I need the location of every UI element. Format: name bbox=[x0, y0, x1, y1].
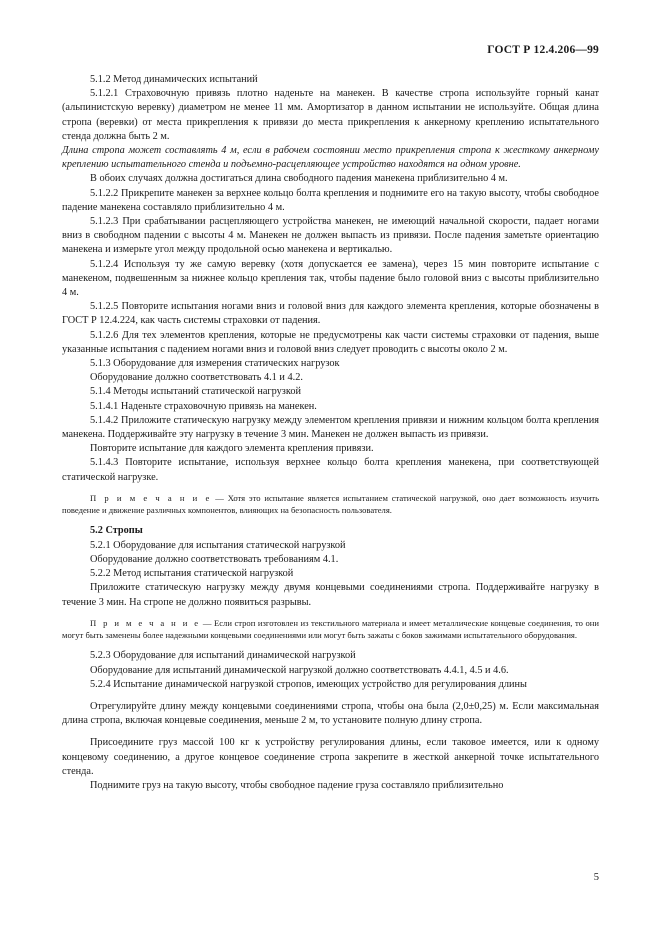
section-heading: 5.1.4 Методы испытаний статической нагрузкой bbox=[90, 386, 301, 398]
section-heading: 5.2.2 Метод испытания статической нагрузкой bbox=[90, 568, 294, 580]
page-number: 5 bbox=[593, 872, 599, 883]
document-header: ГОСТ Р 12.4.206—99 bbox=[487, 44, 599, 56]
paragraph: 5.1.2.4 Используя ту же самую веревку (хотя допускается ее замена), через 15 мин повторите испытание с манекеном, подвешенным за нижнее кольцо крепления так, чтобы падение было головой вниз с высоты приблизительно 4 м. bbox=[62, 258, 599, 299]
paragraph: 5.1.2.2 Прикрепите манекен за верхнее кольцо болта крепления и поднимите его на такую высоту, чтобы свободное падение манекена составляло приблизительно 4 м. bbox=[62, 187, 599, 213]
paragraph: Оборудование должно соответствовать 4.1 и 4.2. bbox=[90, 372, 303, 384]
page-body bbox=[62, 73, 599, 793]
section-title: 5.2 Стропы bbox=[90, 525, 143, 537]
section-heading: 5.1.2 Метод динамических испытаний bbox=[90, 74, 258, 85]
paragraph: 5.1.2.6 Для тех элементов крепления, которые не предусмотрены как части системы страховки от падения, выше указанные испытания с падением ногами вниз и головой вниз следует проводить с высоты около 2 м. bbox=[62, 329, 599, 355]
paragraph: Присоедините груз массой 100 кг к устройству регулирования длины, если таковое имеется, или к одному концевому соединению, а другое концевое соединение стропа закрепите в жесткой анкерной точке испытательного стенда. bbox=[62, 737, 599, 777]
paragraph: 5.1.4.1 Наденьте страховочную привязь на манекен. bbox=[90, 400, 317, 412]
section-heading: 5.2.4 Испытание динамической нагрузкой стропов, имеющих устройство для регулирования длины bbox=[90, 678, 527, 690]
paragraph: Оборудование должно соответствовать требованиям 4.1. bbox=[90, 553, 339, 565]
note-text: — Если строп изготовлен из текстильного материала и имеет металлические концевые соединения, то они могут быть заменены более надежными концевыми соединениями или могут быть зажаты с боков зажимами испытательного оборудования. bbox=[62, 617, 599, 640]
paragraph: 5.1.2.1 Страховочную привязь плотно наденьте на манекен. В качестве стропа используйте горный канат (альпинистскую веревку) диаметром не менее 11 мм. Амортизатор в данном испытании не используйте. Общая длина стропа (веревки) от места прикрепления к привязи до места прикрепления к анкерному креплению испытательного стенда должна быть 2 м. bbox=[62, 88, 599, 142]
note-text: — Хотя это испытание является испытанием статической нагрузкой, оно дает возможность изучить поведение и движение различных компонентов, влияющих на безопасность пользователя. bbox=[62, 492, 600, 515]
paragraph: Поднимите груз на такую высоту, чтобы свободное падение груза составляло приблизительно bbox=[90, 779, 504, 791]
paragraph: Отрегулируйте длину между концевыми соединениями стропа, чтобы она была (2,0±0,25) м. Если максимальная длина стропа, включая концевые соединения, меньше 2 м, то установите полную длину стропа. bbox=[62, 700, 599, 727]
paragraph-italic: Длина стропа может составлять 4 м, если в рабочем состоянии место прикрепления стропа к жесткому анкерному креплению испытательного стенда и подъемно-расцепляющее устройство находятся на одном уровне. bbox=[62, 145, 599, 171]
note bbox=[62, 493, 599, 517]
paragraph: Повторите испытание для каждого элемента крепления привязи. bbox=[90, 443, 374, 455]
paragraph: В обоих случаях должна достигаться длина свободного падения манекена приблизительно 4 м. bbox=[90, 173, 508, 185]
paragraph: Оборудование для испытаний динамической нагрузкой должно соответствовать 4.4.1, 4.5 и 4.6. bbox=[90, 664, 509, 676]
note-label: П р и м е ч а н и е bbox=[90, 617, 201, 628]
section-heading: 5.2.1 Оборудование для испытания статической нагрузкой bbox=[90, 539, 346, 551]
paragraph: 5.1.4.2 Приложите статическую нагрузку между элементом крепления привязи и нижним кольцом болта крепления манекена. Поддерживайте эту нагрузку в течение 3 мин. Манекен не должен выпасть из привязи. bbox=[62, 414, 599, 441]
paragraph: 5.1.2.5 Повторите испытания ногами вниз и головой вниз для каждого элемента крепления, которые обозначены в ГОСТ Р 12.4.224, как часть системы страховки от падения. bbox=[62, 301, 599, 327]
paragraph: Приложите статическую нагрузку между двумя концевыми соединениями стропа. Поддерживайте нагрузку в течение 3 мин. На стропе не должно появиться разрывы. bbox=[62, 582, 599, 608]
note bbox=[62, 618, 599, 642]
paragraph: 5.1.2.3 При срабатывании расцепляющего устройства манекен, не имеющий начальной скорости, падает ногами вниз в свободном падении с высоты 4 м. Манекен не должен выпасть из привязи. После падения заметьте ориентацию манекена и измерьте угол между продольной осью манекена и вертикалью. bbox=[62, 216, 599, 256]
section-heading: 5.1.3 Оборудование для измерения статических нагрузок bbox=[90, 358, 340, 370]
paragraph: 5.1.4.3 Повторите испытание, используя верхнее кольцо болта крепления манекена, при соответствующей статической нагрузке. bbox=[62, 457, 599, 483]
note-label: П р и м е ч а н и е bbox=[90, 492, 212, 503]
section-heading: 5.2.3 Оборудование для испытаний динамической нагрузкой bbox=[90, 650, 356, 662]
